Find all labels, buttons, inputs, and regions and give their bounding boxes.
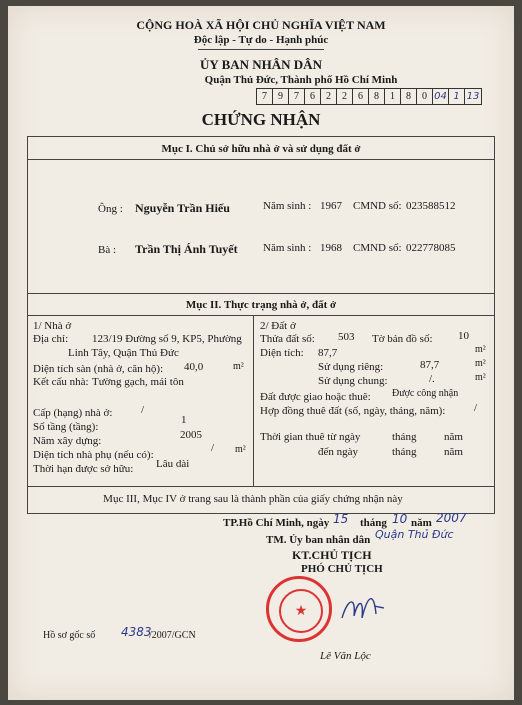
place-date-prefix: TP.Hồ Chí Minh, ngày xyxy=(223,517,330,529)
section2-column-divider xyxy=(253,315,254,486)
signing-year: 2007 xyxy=(436,511,467,525)
serial-digit: 2 xyxy=(337,89,353,104)
year-built-label: Năm xây dựng: xyxy=(33,435,102,447)
signer-name: Lê Văn Lộc xyxy=(320,650,371,662)
map-label: Tờ bản đồ số: xyxy=(372,333,433,345)
term-label: Thời hạn được sở hữu: xyxy=(33,463,134,475)
aux-area-label: Diện tích nhà phụ (nếu có): xyxy=(33,449,154,461)
signing-month: 10 xyxy=(392,512,408,526)
address-line2: Linh Tây, Quận Thủ Đức xyxy=(68,347,179,359)
on-behalf-label: TM. Ủy ban nhân dân xyxy=(266,534,371,546)
file-number-label: Hồ sơ gốc số xyxy=(43,630,96,641)
shared-unit: m² xyxy=(475,372,486,383)
parcel-value: 503 xyxy=(338,331,355,343)
shared-label: Sử dụng chung: xyxy=(318,375,388,387)
owner1-salutation: Ông : xyxy=(98,203,123,215)
floor-area-label: Diện tích sàn (nhà ở, căn hộ): xyxy=(33,363,164,375)
owner1-name: Nguyễn Trần Hiếu xyxy=(135,201,230,215)
serial-digit: 8 xyxy=(401,89,417,104)
lease-label: Hợp đồng thuê đất (số, ngày, tháng, năm): xyxy=(260,405,446,417)
serial-digit: 7 xyxy=(257,89,273,104)
serial-number-boxes xyxy=(256,88,482,105)
owner2-id-label: CMND số: xyxy=(353,242,402,254)
aux-area-value: / xyxy=(211,442,215,454)
private-label: Sử dụng riêng: xyxy=(318,361,384,373)
section3-note: Mục III, Mục IV ở trang sau là thành phần của giấy chứng nhận này xyxy=(103,493,403,505)
certificate-page xyxy=(8,6,514,700)
month-label: tháng xyxy=(360,517,387,529)
seal-emblem xyxy=(279,589,323,633)
grade-label: Cấp (hạng) nhà ở: xyxy=(33,407,113,419)
district-handwritten: Quận Thủ Đức xyxy=(375,528,454,541)
section2-title: Mục II. Thực trạng nhà ở, đất ở xyxy=(185,299,337,311)
serial-digit: 8 xyxy=(369,89,385,104)
vice-chair-label: PHÓ CHỦ TỊCH xyxy=(301,563,383,575)
grade-value: / xyxy=(141,404,145,416)
term-value: Lâu dài xyxy=(156,458,190,470)
allocation-label: Đất được giao hoặc thuê: xyxy=(260,391,371,403)
section2-divider xyxy=(27,315,495,316)
owner2-birth-label: Năm sinh : xyxy=(263,242,312,254)
structure-value: Tường gạch, mái tôn xyxy=(92,376,184,388)
serial-digit: 1 xyxy=(385,89,401,104)
private-unit: m² xyxy=(475,358,486,369)
floors-label: Số tầng (tầng): xyxy=(33,421,99,433)
star-icon: ★ xyxy=(294,604,308,619)
district-line: Quận Thủ Đức, Thành phố Hồ Chí Minh xyxy=(204,74,398,86)
land-heading: 2/ Đất ở xyxy=(260,320,296,332)
shared-value: /. xyxy=(429,373,435,385)
official-seal xyxy=(266,576,332,642)
file-number: 4383 xyxy=(121,625,152,639)
floors-value: 1 xyxy=(181,414,187,426)
allocation-value: Được công nhận xyxy=(392,388,459,399)
serial-digit: 6 xyxy=(353,89,369,104)
house-heading: 1/ Nhà ở xyxy=(33,320,72,332)
section2-top-divider xyxy=(27,293,495,294)
serial-digit: 1 xyxy=(449,89,465,104)
file-number-suffix: /2007/GCN xyxy=(149,630,196,641)
signing-day: 15 xyxy=(333,512,349,526)
owner1-birth: 1967 xyxy=(320,200,342,212)
private-value: 87,7 xyxy=(420,359,440,371)
lease-to-year-label: năm xyxy=(444,446,463,458)
parcel-label: Thửa đất số: xyxy=(260,333,315,345)
year-built-value: 2005 xyxy=(180,429,202,441)
owner2-name: Trần Thị Ánh Tuyết xyxy=(135,242,238,256)
map-value: 10 xyxy=(458,330,469,342)
lease-from-month-label: tháng xyxy=(392,431,417,443)
address-line1: 123/19 Đường số 9, KP5, Phường xyxy=(92,333,242,345)
serial-digit: 7 xyxy=(289,89,305,104)
floor-area-unit: m² xyxy=(233,361,244,372)
land-area-value: 87,7 xyxy=(318,347,338,359)
document-title: CHỨNG NHẬN xyxy=(201,110,321,129)
owner2-birth: 1968 xyxy=(320,242,342,254)
owner1-birth-label: Năm sinh : xyxy=(263,200,312,212)
land-area-label: Diện tích: xyxy=(260,347,304,359)
floor-area: 40,0 xyxy=(184,361,204,373)
owner2-id: 022778085 xyxy=(406,242,456,254)
serial-digit: 13 xyxy=(466,91,480,102)
authority-name: ỦY BAN NHÂN DÂN xyxy=(200,57,322,72)
aux-area-unit: m² xyxy=(235,444,246,455)
lease-from-label: Thời gian thuê từ ngày xyxy=(260,431,361,443)
section1-divider xyxy=(27,159,495,160)
lease-to-label: đến ngày xyxy=(318,446,359,458)
structure-label: Kết cấu nhà: xyxy=(33,376,89,388)
lease-to-month-label: tháng xyxy=(392,446,417,458)
lease-value: / xyxy=(474,402,478,414)
owner1-id: 023588512 xyxy=(406,200,456,212)
motto-underline xyxy=(198,49,324,50)
section1-title: Mục I. Chủ sở hữu nhà ở và sử dụng đất ở xyxy=(161,143,361,155)
serial-digit: 9 xyxy=(273,89,289,104)
chair-label: KT.CHỦ TỊCH xyxy=(292,548,372,562)
owner2-salutation: Bà : xyxy=(98,244,117,256)
year-label: năm xyxy=(411,517,432,529)
motto: Độc lập - Tự do - Hạnh phúc xyxy=(193,34,329,46)
address-label: Địa chỉ: xyxy=(33,333,69,345)
lease-from-year-label: năm xyxy=(444,431,463,443)
land-area-unit: m² xyxy=(475,344,486,355)
serial-digit: 04 xyxy=(433,89,449,104)
signature-scribble xyxy=(338,588,388,628)
serial-digit: 0 xyxy=(417,89,433,104)
serial-digit: 6 xyxy=(305,89,321,104)
serial-digit: 2 xyxy=(321,89,337,104)
country-name: CỘNG HOÀ XÃ HỘI CHỦ NGHĨA VIỆT NAM xyxy=(136,18,386,32)
owner1-id-label: CMND số: xyxy=(353,200,402,212)
section3-divider xyxy=(27,486,495,487)
